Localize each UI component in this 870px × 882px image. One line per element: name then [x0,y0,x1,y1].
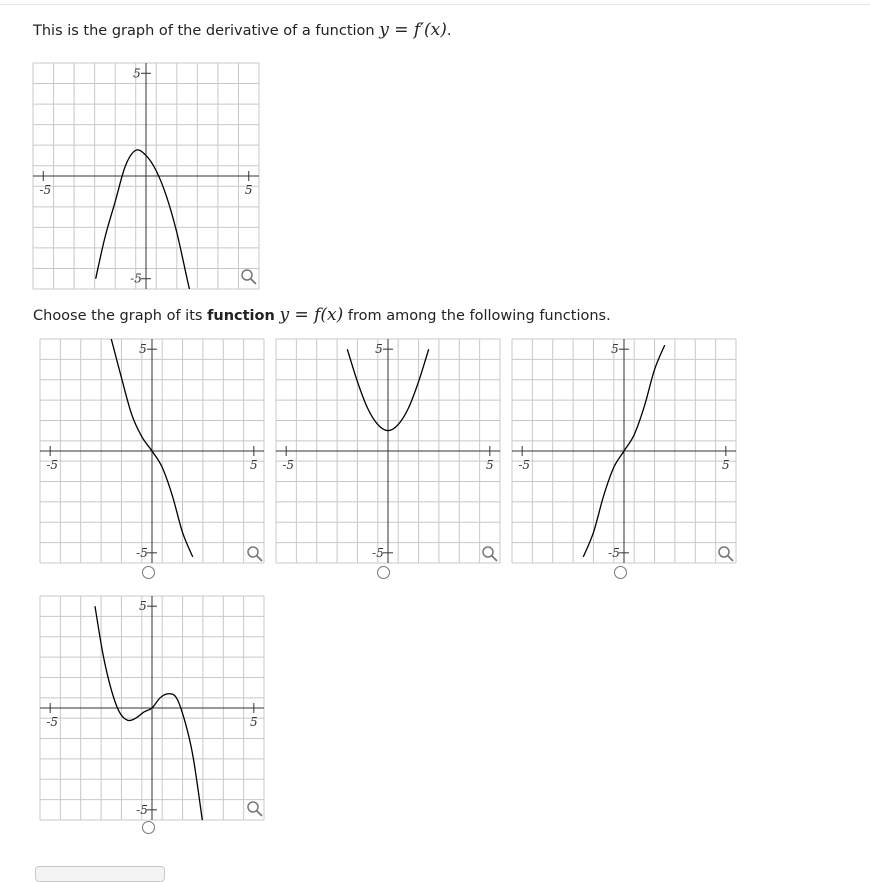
y-label-min: -5 [136,545,148,560]
y-label-max: 5 [139,342,147,357]
option-d-graph[interactable] [40,596,264,820]
question-line-1 [33,20,452,40]
y-label-max: 5 [375,342,383,357]
x-label-min: -5 [518,458,531,472]
option-b-zoom-icon[interactable] [481,545,499,567]
y-label-max: 5 [139,599,147,614]
math-equals-2: = [289,305,315,325]
x-label-min: -5 [39,183,52,197]
option-b-radio[interactable] [377,566,390,579]
option-a-graph[interactable] [40,339,264,563]
math-var: y [379,20,389,40]
x-label-min: -5 [46,715,59,729]
submit-button[interactable] [35,866,165,882]
option-d-graph-svg [40,596,264,820]
x-label-max: 5 [249,458,258,472]
math-function [279,305,343,325]
y-label-max: 5 [133,66,141,81]
y-label-min: -5 [130,271,142,286]
math-func-2: f(x) [314,305,344,325]
option-c-graph[interactable] [512,339,736,563]
y-label-min: -5 [608,545,620,560]
x-label-max: 5 [249,715,258,729]
option-b-graph[interactable] [276,339,500,563]
option-c-graph-svg [512,339,736,563]
question-line-2 [33,305,611,325]
derivative-zoom-icon[interactable] [240,268,258,290]
question-period: . [446,23,452,39]
x-label-max: 5 [244,183,253,197]
x-label-max: 5 [721,458,730,472]
x-label-min: -5 [46,458,59,472]
math-derivative [379,20,447,40]
math-var-2: y [279,305,290,325]
option-a-graph-svg [40,339,264,563]
option-a-zoom-icon[interactable] [246,545,264,567]
option-d-radio[interactable] [142,821,155,834]
math-equals: = [388,20,414,40]
option-c-zoom-icon[interactable] [717,545,735,567]
math-func: f′(x) [413,20,447,40]
option-a-radio[interactable] [142,566,155,579]
question-bold-function: function [207,308,275,324]
derivative-graph [33,63,259,289]
question-text-2b: from among the following functions. [343,308,611,324]
y-label-min: -5 [136,802,148,817]
derivative-graph-svg [33,63,259,289]
option-c-radio[interactable] [614,566,627,579]
top-divider [0,4,870,5]
y-label-max: 5 [611,342,619,357]
x-label-max: 5 [485,458,494,472]
x-label-min: -5 [282,458,295,472]
option-b-graph-svg [276,339,500,563]
question-text-2a: Choose the graph of its [33,308,208,324]
y-label-min: -5 [372,545,384,560]
question-text-1: This is the graph of the derivative of a function [33,23,380,39]
option-d-zoom-icon[interactable] [246,800,264,822]
